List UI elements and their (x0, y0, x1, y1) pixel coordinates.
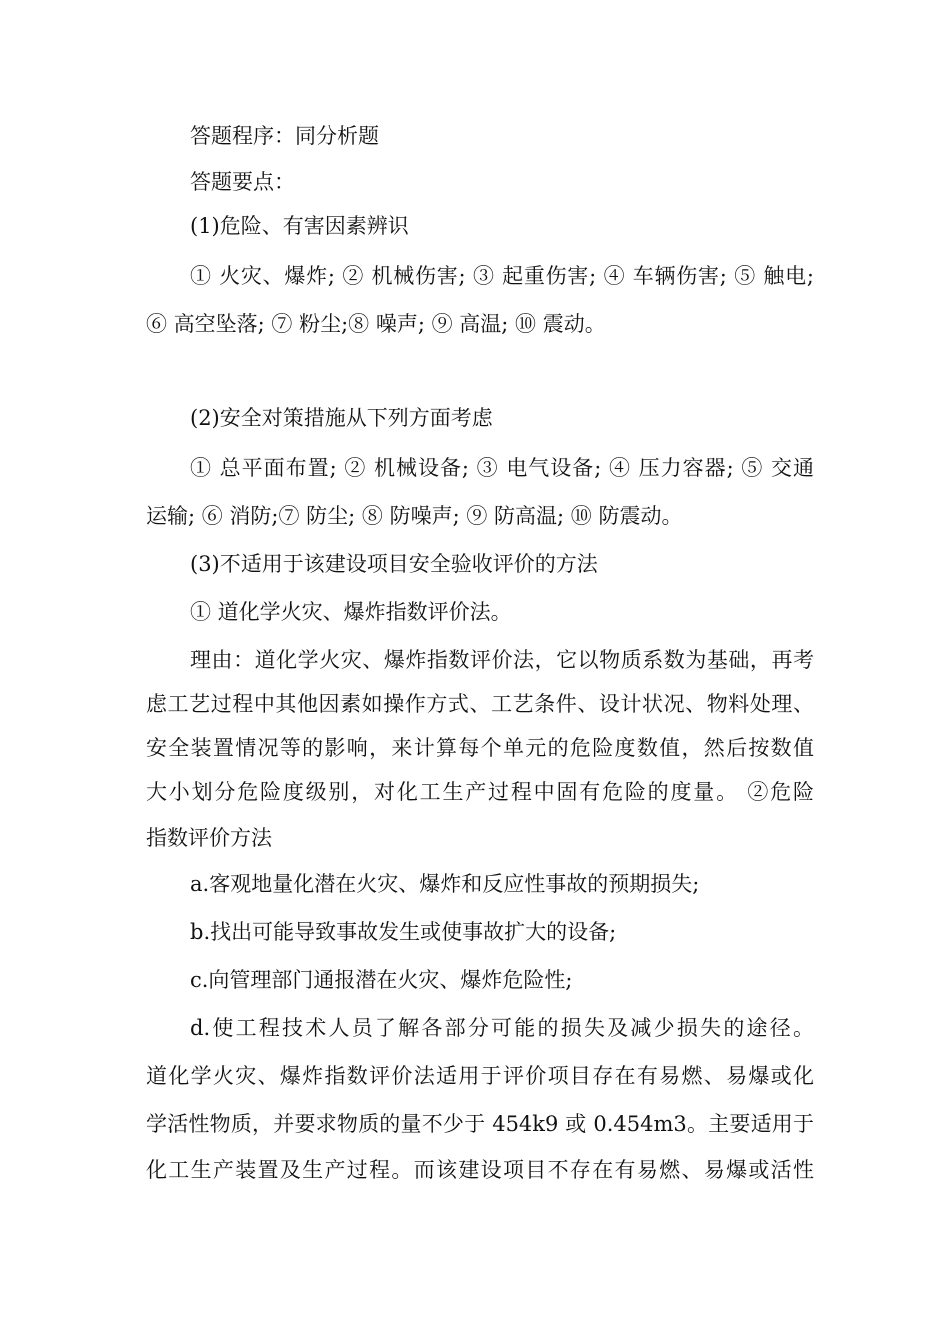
reason-line-1: 理由：道化学火灾、爆炸指数评价法，它以物质系数为基础，再考 (190, 648, 814, 672)
reason-line-4: 大小划分危险度级别，对化工生产过程中固有危险的度量。 ②危险 (146, 780, 814, 804)
hazard-list-line-1: ① 火灾、爆炸; ② 机械伤害; ③ 起重伤害; ④ 车辆伤害; ⑤ 触电; (190, 264, 814, 288)
measures-list-line-2: 运输; ⑥ 消防;⑦ 防尘; ⑧ 防噪声; ⑨ 防高温; ⑩ 防震动。 (146, 504, 683, 528)
objective-d-line: d.使工程技术人员了解各部分可能的损失及减少损失的途径。 (190, 1016, 814, 1040)
objective-a-line: a.客观地量化潜在火灾、爆炸和反应性事故的预期损失; (190, 872, 700, 896)
answer-procedure-line: 答题程序：同分析题 (190, 124, 379, 148)
section-2-heading: (2)安全对策措施从下列方面考虑 (190, 406, 493, 430)
applicability-line-1: 道化学火灾、爆炸指数评价法适用于评价项目存在有易燃、易爆或化 (146, 1064, 814, 1088)
reason-line-5: 指数评价方法 (146, 826, 272, 850)
section-1-heading: (1)危险、有害因素辨识 (190, 214, 409, 238)
method-1-line: ① 道化学火灾、爆炸指数评价法。 (190, 600, 512, 624)
reason-line-3: 安全装置情况等的影响，来计算每个单元的危险度数值，然后按数值 (146, 736, 814, 760)
measures-list-line-1: ① 总平面布置; ② 机械设备; ③ 电气设备; ④ 压力容器; ⑤ 交通 (190, 456, 814, 480)
applicability-line-3: 化工生产装置及生产过程。而该建设项目不存在有易燃、易爆或活性 (146, 1158, 814, 1182)
section-3-heading: (3)不适用于该建设项目安全验收评价的方法 (190, 552, 598, 576)
applicability-line-2: 学活性物质，并要求物质的量不少于 454k9 或 0.454m3。主要适用于 (146, 1112, 814, 1136)
objective-b-line: b.找出可能导致事故发生或使事故扩大的设备; (190, 920, 617, 944)
objective-c-line: c.向管理部门通报潜在火灾、爆炸危险性; (190, 968, 573, 992)
reason-line-2: 虑工艺过程中其他因素如操作方式、工艺条件、设计状况、物料处理、 (146, 692, 814, 716)
answer-points-heading: 答题要点： (190, 170, 295, 194)
hazard-list-line-2: ⑥ 高空坠落; ⑦ 粉尘;⑧ 噪声; ⑨ 高温; ⑩ 震动。 (146, 312, 606, 336)
